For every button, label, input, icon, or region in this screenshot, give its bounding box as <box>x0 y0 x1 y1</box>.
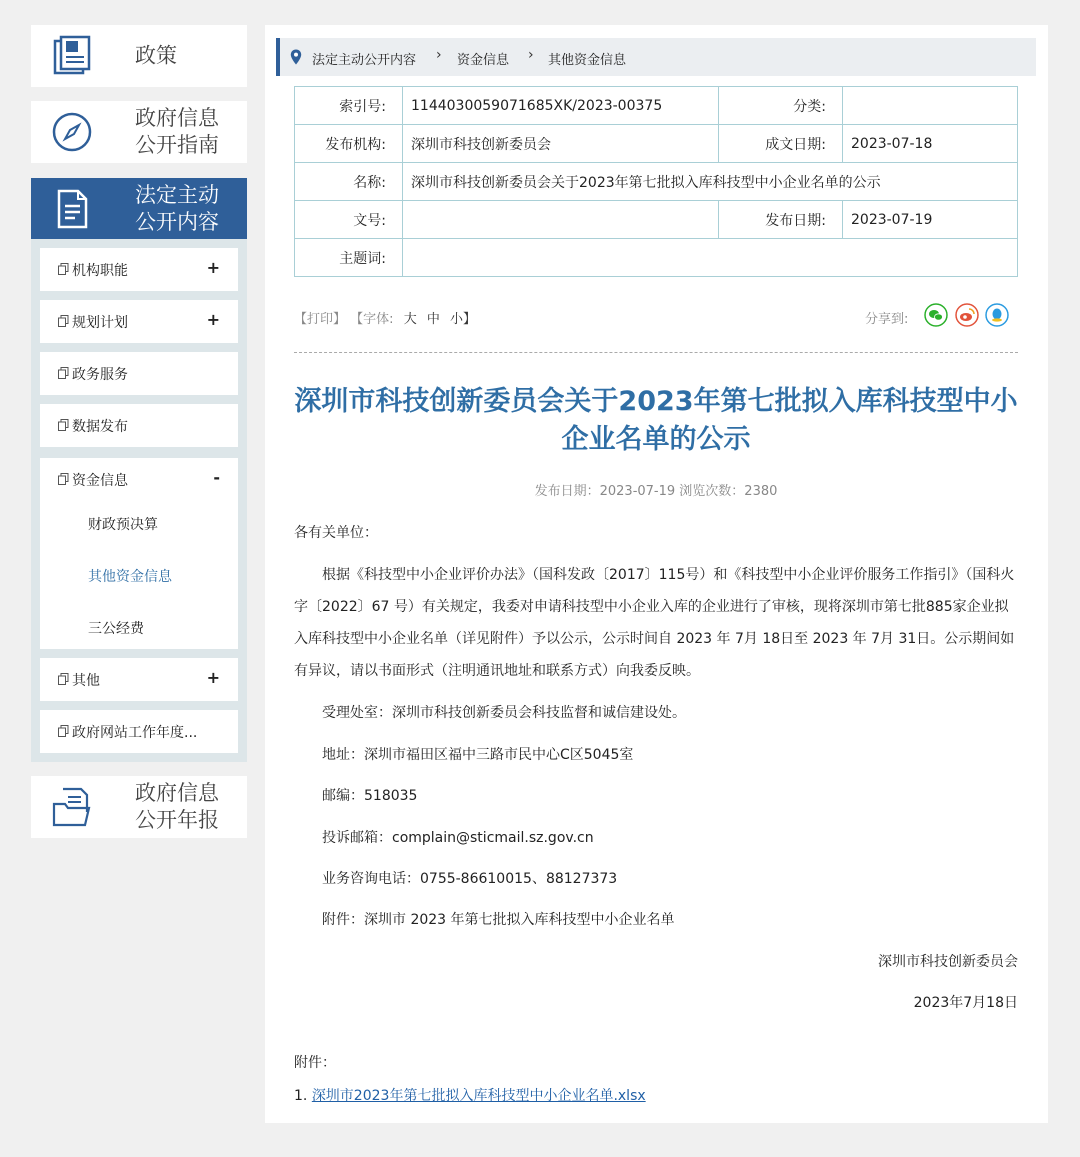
breadcrumb-item[interactable]: 其他资金信息 <box>548 53 627 68</box>
name-label: 名称: <box>295 163 403 201</box>
wechat-icon[interactable] <box>924 303 948 327</box>
expand-icon[interactable]: + <box>206 310 220 329</box>
share-label: 分享到: <box>865 312 909 327</box>
copy-doc-icon <box>58 673 69 685</box>
sidebar-card-annual-report[interactable] <box>31 776 247 838</box>
sidebar-card-public-content[interactable] <box>31 178 247 240</box>
copy-doc-icon <box>58 315 69 327</box>
title-line-1: 法定主动 <box>135 183 219 207</box>
compass-icon <box>51 111 93 153</box>
copy-doc-icon <box>58 263 69 275</box>
salutation: 各有关单位： <box>294 525 378 541</box>
collapse-icon[interactable]: - <box>213 468 220 487</box>
article-tools <box>294 308 476 327</box>
publish-date-label: 发布日期: <box>719 201 843 239</box>
policy-book-icon <box>51 35 93 77</box>
doc-no-label: 文号: <box>295 201 403 239</box>
article-title: 深圳市科技创新委员会关于2023年第七批拟入库科技型中小企业名单的公示 <box>294 386 1018 455</box>
title-line-2: 公开指南 <box>135 133 219 157</box>
title-line-1: 政府信息 <box>135 781 219 805</box>
expand-icon[interactable]: + <box>206 668 220 687</box>
chevron-right-icon: › <box>436 47 442 63</box>
menu-item-label: 数据发布 <box>72 419 128 435</box>
weibo-icon[interactable] <box>955 303 979 327</box>
menu-item-funds[interactable] <box>40 458 238 501</box>
written-date-label: 成文日期: <box>719 125 843 163</box>
print-button[interactable]: 【打印】 <box>294 312 347 327</box>
signature-date: 2023年7月18日 <box>913 995 1018 1011</box>
sub-item-three-expenses[interactable]: 三公经费 <box>88 621 144 637</box>
location-pin-icon <box>290 49 302 65</box>
document-icon <box>51 188 93 230</box>
keywords-label: 主题词: <box>295 239 403 277</box>
sidebar-card-title <box>135 780 219 834</box>
report-folder-icon <box>51 786 93 828</box>
sidebar-card-title: 政策 <box>135 43 177 68</box>
font-size-label: 【字体: <box>350 312 394 327</box>
menu-item-other[interactable] <box>40 658 238 701</box>
phone-line: 业务咨询电话：0755-86610015、88127373 <box>322 871 618 887</box>
keywords-value <box>403 239 1018 277</box>
sub-item-budget[interactable]: 财政预决算 <box>88 517 158 533</box>
breadcrumb <box>276 38 1036 76</box>
category-label: 分类: <box>719 87 843 125</box>
main-content <box>265 25 1048 1123</box>
font-small-button[interactable]: 小】 <box>450 312 477 327</box>
sidebar-card-title <box>135 105 219 159</box>
office-line: 受理处室：深圳市科技创新委员会科技监督和诚信建设处。 <box>322 705 686 721</box>
menu-item-plans[interactable] <box>40 300 238 343</box>
postcode-line: 邮编：518035 <box>322 788 418 804</box>
attachment-download-link[interactable]: 深圳市2023年第七批拟入库科技型中小企业名单.xlsx <box>311 1088 646 1104</box>
menu-item-funds-expanded <box>40 458 238 649</box>
copy-doc-icon <box>58 419 69 431</box>
menu-item-services[interactable] <box>40 352 238 395</box>
menu-item-label: 规划计划 <box>72 315 128 331</box>
divider <box>294 352 1018 353</box>
menu-item-annual-report-web[interactable] <box>40 710 238 753</box>
attachments-label: 附件： <box>294 1055 336 1071</box>
publish-date-value: 2023-07-19 <box>843 201 1018 239</box>
menu-item-functions[interactable] <box>40 248 238 291</box>
index-value: 1144030059071685XK/2023-00375 <box>403 87 719 125</box>
index-label: 索引号: <box>295 87 403 125</box>
breadcrumb-item[interactable]: 法定主动公开内容 <box>312 53 417 68</box>
title-line-2: 公开年报 <box>135 808 219 832</box>
title-line-1: 政府信息 <box>135 106 219 130</box>
font-large-button[interactable]: 大 <box>403 312 417 327</box>
document-meta-table <box>294 86 1018 277</box>
attachment-index: 1. <box>294 1088 308 1104</box>
sidebar-card-title <box>135 182 219 236</box>
title-line-2: 公开内容 <box>135 210 219 234</box>
chevron-right-icon: › <box>528 47 534 63</box>
category-value <box>843 87 1018 125</box>
signature: 深圳市科技创新委员会 <box>878 954 1018 970</box>
copy-doc-icon <box>58 473 69 485</box>
menu-item-label: 机构职能 <box>72 263 128 279</box>
menu-item-label: 政务服务 <box>72 367 128 383</box>
publisher-value: 深圳市科技创新委员会 <box>403 125 719 163</box>
written-date-value: 2023-07-18 <box>843 125 1018 163</box>
menu-item-label: 其他 <box>72 673 100 689</box>
menu-item-label: 资金信息 <box>72 473 128 489</box>
attachment-item <box>294 1080 1018 1112</box>
publisher-label: 发布机构: <box>295 125 403 163</box>
copy-doc-icon <box>58 725 69 737</box>
expand-icon[interactable]: + <box>206 258 220 277</box>
doc-no-value <box>403 201 719 239</box>
qq-icon[interactable] <box>985 303 1009 327</box>
sidebar-menu <box>31 239 247 762</box>
menu-item-label: 政府网站工作年度... <box>72 725 198 741</box>
address-line: 地址：深圳市福田区福中三路市民中心C区5045室 <box>322 747 634 763</box>
attachment-note: 附件：深圳市 2023 年第七批拟入库科技型中小企业名单 <box>322 912 675 928</box>
sidebar-card-guide[interactable] <box>31 101 247 163</box>
sidebar-card-policy[interactable] <box>31 25 247 87</box>
email-line: 投诉邮箱：complain@sticmail.sz.gov.cn <box>322 830 594 846</box>
copy-doc-icon <box>58 367 69 379</box>
menu-item-data[interactable] <box>40 404 238 447</box>
article-meta: 发布日期：2023-07-19 浏览次数：2380 <box>534 484 778 499</box>
breadcrumb-item[interactable]: 资金信息 <box>457 53 510 68</box>
sub-item-other-funds[interactable]: 其他资金信息 <box>88 569 172 585</box>
name-value: 深圳市科技创新委员会关于2023年第七批拟入库科技型中小企业名单的公示 <box>403 163 1018 201</box>
body-paragraph: 根据《科技型中小企业评价办法》（国科发政〔2017〕115号）和《科技型中小企业评价服务工作指引》（国科火字〔2022〕67 号）有关规定，我委对申请科技型中小企业入库的企业进行了审核，现将深圳市第七批885家企业拟入库科技型中小企业名单（详见附件）予以公示，公示时间自 2023 年 7月 18日至 2023 年 7月 31日。公示期间如有异议，请以书面形式（注明通讯地址和联系方式）向我委反映。 <box>294 567 1015 679</box>
font-medium-button[interactable]: 中 <box>426 312 440 327</box>
